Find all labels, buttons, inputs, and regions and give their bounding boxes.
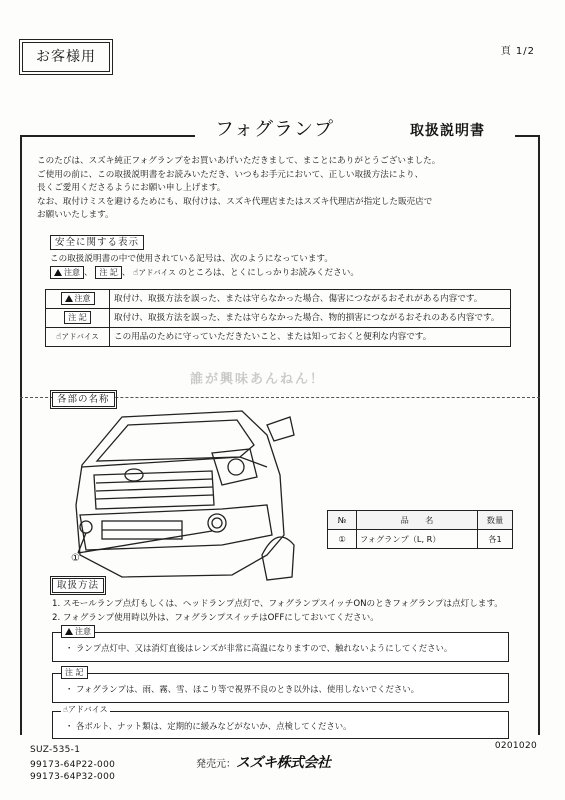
note-tag: 注 記 — [61, 666, 88, 679]
warning-icon — [54, 269, 62, 276]
advice-text: ・ 各ボルト、ナット類は、定期的に緩みなどがないか、点検してください。 — [65, 721, 352, 731]
caution-box — [52, 627, 509, 662]
table-cell: 取付け、取扱方法を誤った、または守らなかった場合、物的損害につながるおそれのある内容です。 — [110, 309, 511, 328]
intro-line: このたびは、スズキ純正フォグランプをお買いあげいただきまして、まことにありがとうございました。 — [37, 156, 441, 166]
parts-heading: 各部の名称 — [52, 392, 115, 407]
advice-tag: アドバイス — [138, 268, 176, 277]
page-number: 頁 1/2 — [500, 46, 535, 57]
column-header: 品 名 — [357, 511, 478, 530]
note-box — [52, 668, 509, 703]
hand-icon: ☝ — [63, 705, 68, 714]
document-title: フォグランプ — [215, 118, 335, 140]
caution-tag: 注意 — [50, 266, 84, 279]
safety-heading: 安全に関する表示 — [50, 235, 144, 250]
table-cell: 各1 — [478, 530, 513, 549]
distributor — [196, 752, 331, 772]
advice-tag: ☝アドバイス — [63, 705, 108, 714]
table-row — [46, 328, 511, 347]
safety-table — [45, 289, 511, 347]
safety-legend: 注意 、 注 記 、 ☝アドバイス のところは、とくにしっかりお読みください。 — [50, 266, 359, 279]
frame-border — [538, 135, 540, 735]
note-tag: 注 記 — [64, 311, 91, 324]
safety-line-tail: のところは、とくにしっかりお読みください。 — [178, 268, 359, 278]
distributor-label: 発売元： — [196, 759, 236, 770]
distributor-name: スズキ株式会社 — [236, 755, 331, 771]
doc-code: SUZ-535-1 — [30, 745, 81, 755]
note-tag: 注 記 — [95, 266, 122, 279]
intro-line: なお、取付けミスを避けるためにも、取付けは、スズキ代理店またはスズキ代理店が指定した販売店で — [37, 196, 433, 207]
date-code: 0201020 — [494, 741, 537, 751]
table-cell — [46, 290, 110, 309]
table-cell — [46, 309, 110, 328]
advice-box — [52, 705, 509, 739]
caution-tag: 注意 — [61, 625, 95, 638]
table-row — [46, 309, 511, 328]
vehicle-illustration — [62, 405, 332, 585]
table-cell: ☝アドバイス — [46, 328, 110, 347]
parts-table — [327, 510, 513, 549]
safety-line: この取扱説明書の中で使用されている記号は、次のようになっています。 — [50, 254, 333, 264]
intro-line: ご使用の前に、この取扱説明書をお読みいただき、いつもお手元において、正しい取扱方法により、 — [37, 169, 424, 180]
column-header: 数量 — [478, 511, 513, 530]
part-number: 99173-64P32-000 — [30, 772, 116, 782]
frame-border — [515, 135, 540, 137]
customer-label: お客様用 — [22, 42, 110, 72]
table-cell: ① — [328, 530, 357, 549]
column-header: № — [328, 511, 357, 530]
frame-border — [20, 135, 195, 137]
callout-number: ① — [71, 553, 80, 564]
hand-icon: ☝ — [133, 268, 139, 278]
intro-line: 長くご愛用くださるようにお願い申し上げます。 — [37, 183, 226, 194]
table-cell: フォグランプ（L, R） — [357, 530, 478, 549]
table-row — [328, 530, 513, 549]
part-number: 99173-64P22-000 — [30, 760, 116, 770]
table-cell: この用品のために守っていただきたいこと、または知っておくと便利な内容です。 — [110, 328, 511, 347]
caution-text: ・ ランプ点灯中、又は消灯直後はレンズが非常に高温になりますので、触れないようにしてください。 — [65, 643, 453, 653]
table-cell: 取付け、取扱方法を誤った、または守らなかった場合、傷害につながるおそれがある内容です。 — [110, 290, 511, 309]
howto-heading: 取扱方法 — [52, 578, 104, 593]
table-row — [328, 511, 513, 530]
note-text: ・ フォグランプは、雨、霧、雪、ほこり等で視界不良のとき以外は、使用しないでください。 — [65, 684, 419, 694]
frame-border — [20, 135, 22, 735]
watermark: 誰が興味あんねん！ — [190, 372, 326, 387]
list-item: 2. フォグランプ使用時以外は、フォグランプスイッチはOFFにしておいてください。 — [52, 613, 379, 623]
warning-icon — [65, 295, 73, 302]
table-row — [46, 290, 511, 309]
hand-icon: ☝ — [56, 332, 62, 342]
document-subtitle: 取扱説明書 — [410, 123, 485, 139]
caution-tag: 注意 — [61, 292, 95, 305]
list-item: 1. スモールランプ点灯もしくは、ヘッドランプ点灯で、フォグランプスイッチONのときフォグランプは点灯します。 — [52, 599, 503, 609]
intro-line: お願いいたします。 — [37, 210, 114, 221]
intro-paragraph — [37, 155, 527, 223]
howto-list — [52, 597, 503, 625]
warning-icon — [65, 628, 73, 635]
